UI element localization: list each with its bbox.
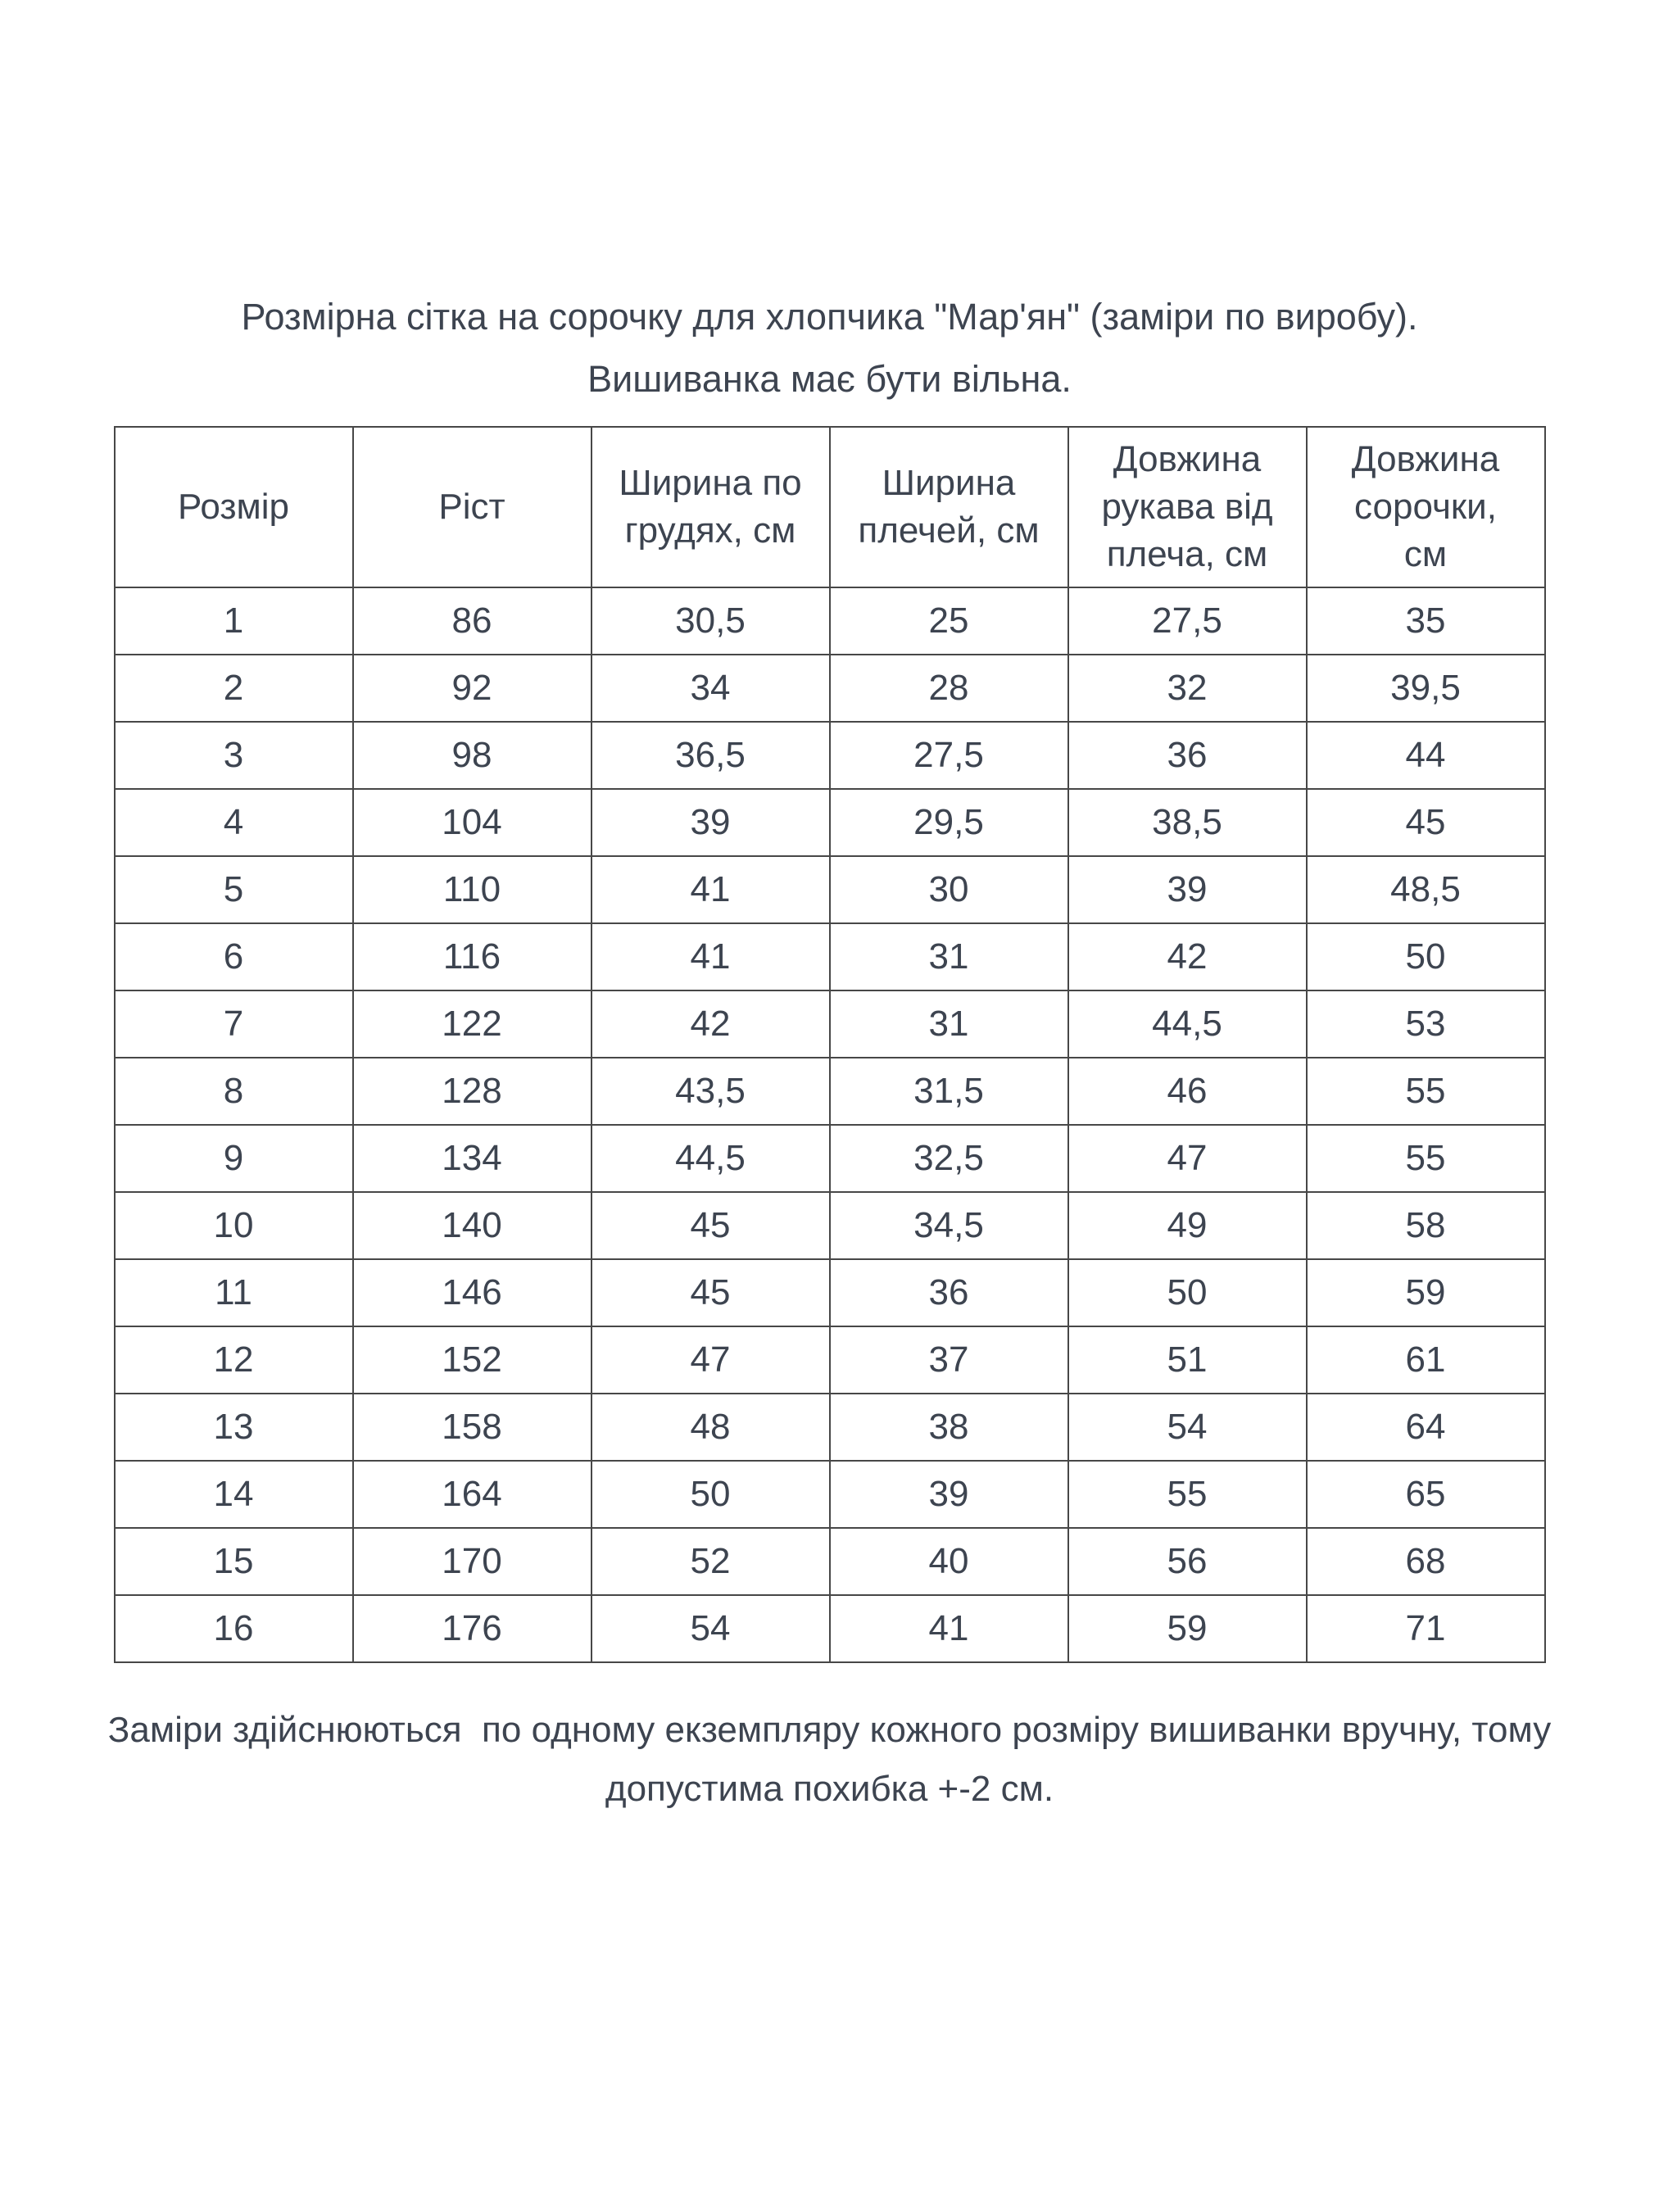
table-cell: 68 <box>1307 1528 1545 1595</box>
table-row <box>115 990 1545 1058</box>
table-cell: 164 <box>353 1461 592 1528</box>
table-cell: 48 <box>592 1394 830 1461</box>
table-cell: 34 <box>592 655 830 722</box>
table-cell: 49 <box>1068 1192 1307 1259</box>
table-cell: 56 <box>1068 1528 1307 1595</box>
table-cell: 29,5 <box>830 789 1068 856</box>
table-cell: 31 <box>830 923 1068 990</box>
table-cell: 4 <box>115 789 353 856</box>
table-cell: 31,5 <box>830 1058 1068 1125</box>
table-cell: 36 <box>1068 722 1307 789</box>
table-cell: 53 <box>1307 990 1545 1058</box>
table-cell: 134 <box>353 1125 592 1192</box>
table-cell: 54 <box>1068 1394 1307 1461</box>
table-row <box>115 655 1545 722</box>
table-cell: 40 <box>830 1528 1068 1595</box>
table-cell: 36 <box>830 1259 1068 1326</box>
table-cell: 47 <box>592 1326 830 1394</box>
table-cell: 50 <box>1068 1259 1307 1326</box>
table-cell: 7 <box>115 990 353 1058</box>
size-table-body <box>115 587 1545 1662</box>
table-cell: 52 <box>592 1528 830 1595</box>
table-cell: 152 <box>353 1326 592 1394</box>
table-row <box>115 1192 1545 1259</box>
table-cell: 41 <box>830 1595 1068 1662</box>
table-cell: 44,5 <box>1068 990 1307 1058</box>
footer-line-2: допустима похибка +-2 см. <box>605 1769 1054 1809</box>
table-cell: 104 <box>353 789 592 856</box>
table-cell: 3 <box>115 722 353 789</box>
table-cell: 158 <box>353 1394 592 1461</box>
table-row <box>115 722 1545 789</box>
table-cell: 36,5 <box>592 722 830 789</box>
table-cell: 31 <box>830 990 1068 1058</box>
table-cell: 55 <box>1307 1058 1545 1125</box>
table-cell: 27,5 <box>830 722 1068 789</box>
header-row <box>115 427 1545 587</box>
table-cell: 50 <box>592 1461 830 1528</box>
table-cell: 44 <box>1307 722 1545 789</box>
table-cell: 176 <box>353 1595 592 1662</box>
table-cell: 44,5 <box>592 1125 830 1192</box>
table-cell: 43,5 <box>592 1058 830 1125</box>
table-cell: 37 <box>830 1326 1068 1394</box>
header-cell-sleeve-length: Довжина рукава від плеча, см <box>1068 427 1307 587</box>
table-cell: 39,5 <box>1307 655 1545 722</box>
table-cell: 59 <box>1307 1259 1545 1326</box>
table-cell: 55 <box>1068 1461 1307 1528</box>
table-cell: 38 <box>830 1394 1068 1461</box>
table-cell: 46 <box>1068 1058 1307 1125</box>
table-cell: 86 <box>353 587 592 655</box>
table-cell: 116 <box>353 923 592 990</box>
footer-note <box>0 1701 1659 1819</box>
table-row <box>115 1394 1545 1461</box>
table-cell: 54 <box>592 1595 830 1662</box>
table-cell: 64 <box>1307 1394 1545 1461</box>
table-cell: 6 <box>115 923 353 990</box>
header-cell-shoulder-width: Ширина плечей, см <box>830 427 1068 587</box>
table-cell: 2 <box>115 655 353 722</box>
size-table-header <box>115 427 1545 587</box>
table-row <box>115 789 1545 856</box>
table-cell: 41 <box>592 856 830 923</box>
table-cell: 98 <box>353 722 592 789</box>
table-cell: 110 <box>353 856 592 923</box>
table-row <box>115 1528 1545 1595</box>
table-cell: 48,5 <box>1307 856 1545 923</box>
table-cell: 12 <box>115 1326 353 1394</box>
table-cell: 128 <box>353 1058 592 1125</box>
table-cell: 170 <box>353 1528 592 1595</box>
table-cell: 45 <box>592 1259 830 1326</box>
size-table <box>114 426 1546 1663</box>
table-cell: 122 <box>353 990 592 1058</box>
table-cell: 32 <box>1068 655 1307 722</box>
table-cell: 92 <box>353 655 592 722</box>
table-cell: 32,5 <box>830 1125 1068 1192</box>
table-row <box>115 1326 1545 1394</box>
table-cell: 14 <box>115 1461 353 1528</box>
table-cell: 10 <box>115 1192 353 1259</box>
table-cell: 8 <box>115 1058 353 1125</box>
header-cell-chest-width: Ширина по грудях, см <box>592 427 830 587</box>
table-cell: 25 <box>830 587 1068 655</box>
title-line-2: Вишиванка має бути вільна. <box>587 358 1072 400</box>
table-row <box>115 1125 1545 1192</box>
page-title <box>0 292 1659 405</box>
table-cell: 42 <box>1068 923 1307 990</box>
table-cell: 1 <box>115 587 353 655</box>
table-cell: 65 <box>1307 1461 1545 1528</box>
table-cell: 140 <box>353 1192 592 1259</box>
table-row <box>115 587 1545 655</box>
table-cell: 59 <box>1068 1595 1307 1662</box>
table-cell: 58 <box>1307 1192 1545 1259</box>
table-cell: 45 <box>1307 789 1545 856</box>
table-cell: 47 <box>1068 1125 1307 1192</box>
table-cell: 71 <box>1307 1595 1545 1662</box>
table-cell: 34,5 <box>830 1192 1068 1259</box>
table-cell: 30,5 <box>592 587 830 655</box>
table-cell: 11 <box>115 1259 353 1326</box>
table-cell: 13 <box>115 1394 353 1461</box>
table-cell: 30 <box>830 856 1068 923</box>
table-cell: 51 <box>1068 1326 1307 1394</box>
table-cell: 39 <box>1068 856 1307 923</box>
table-row <box>115 1595 1545 1662</box>
table-cell: 27,5 <box>1068 587 1307 655</box>
table-row <box>115 1058 1545 1125</box>
footer-line-1: Заміри здійснюються по одному екземпляру кожного розміру вишиванки вручну, тому <box>107 1710 1552 1750</box>
table-cell: 15 <box>115 1528 353 1595</box>
table-cell: 38,5 <box>1068 789 1307 856</box>
table-cell: 16 <box>115 1595 353 1662</box>
table-cell: 39 <box>830 1461 1068 1528</box>
table-cell: 45 <box>592 1192 830 1259</box>
table-cell: 41 <box>592 923 830 990</box>
header-cell-size: Розмір <box>115 427 353 587</box>
table-cell: 5 <box>115 856 353 923</box>
table-cell: 55 <box>1307 1125 1545 1192</box>
table-cell: 9 <box>115 1125 353 1192</box>
table-cell: 39 <box>592 789 830 856</box>
table-row <box>115 1259 1545 1326</box>
table-cell: 35 <box>1307 587 1545 655</box>
header-cell-height: Ріст <box>353 427 592 587</box>
table-row <box>115 923 1545 990</box>
title-line-1: Розмірна сітка на сорочку для хлопчика "Мар'ян" (заміри по виробу). <box>241 296 1418 338</box>
table-row <box>115 1461 1545 1528</box>
table-cell: 61 <box>1307 1326 1545 1394</box>
table-cell: 146 <box>353 1259 592 1326</box>
table-cell: 50 <box>1307 923 1545 990</box>
table-row <box>115 856 1545 923</box>
header-cell-shirt-length: Довжина сорочки, см <box>1307 427 1545 587</box>
table-cell: 28 <box>830 655 1068 722</box>
table-cell: 42 <box>592 990 830 1058</box>
